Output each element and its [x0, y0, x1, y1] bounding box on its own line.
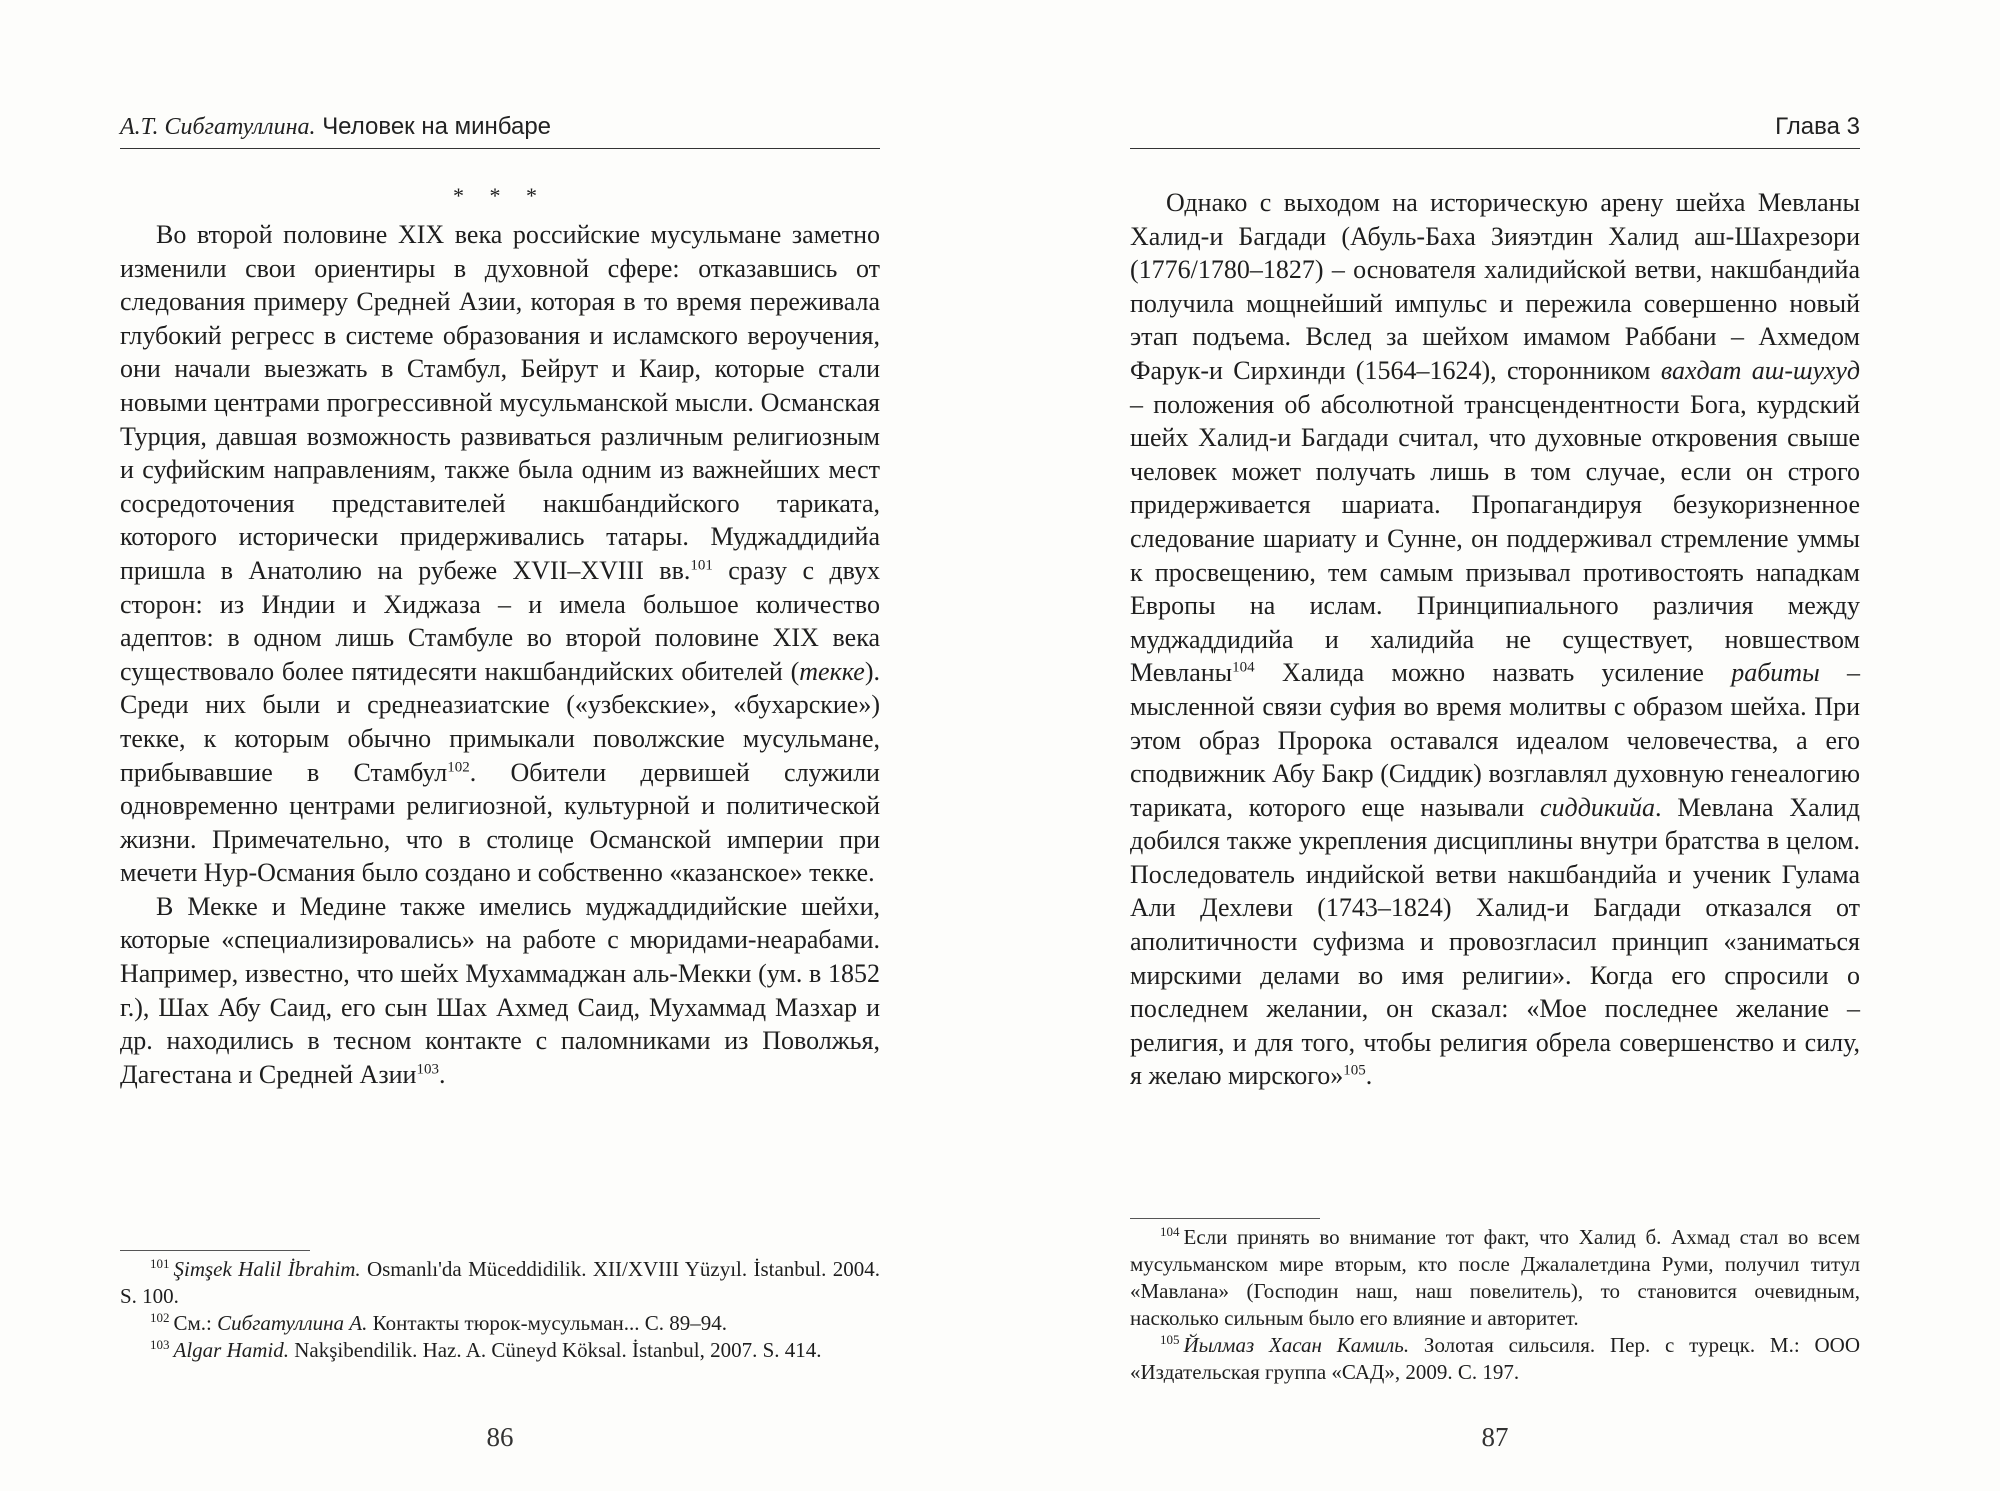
running-head-left — [120, 112, 880, 149]
right-body-text — [1130, 186, 1860, 1093]
footnote-ref[interactable]: 102 — [447, 758, 470, 775]
left-page — [120, 0, 880, 1491]
section-separator: * * * — [453, 183, 547, 208]
footnote-divider — [120, 1250, 310, 1251]
footnote-divider — [1130, 1218, 1320, 1219]
header-title: Человек на минбаре — [322, 113, 552, 140]
footnote-ref[interactable]: 101 — [690, 557, 713, 574]
footnote: $^{103}$ Algar Hamid. Nakşibendilik. Haz. A. Cüneyd Köksal. İstanbul, 2007. S. 414. — [150, 1337, 822, 1362]
footnote: $^{105}$ Йылмаз Хасан Камиль. Золотая сильсиля. Пер. с турецк. М.: ООО «Издательская группа «САД», 2009. С. 197. — [1130, 1332, 1860, 1384]
running-head-right — [1130, 112, 1860, 149]
footnote: $^{102}$ См.: Сибгатуллина А. Контакты тюрок-мусульман... С. 89–94. — [150, 1310, 728, 1335]
chapter-title: Глава 3 — [1775, 113, 1860, 140]
right-page — [1130, 0, 1860, 1491]
header-author: А.Т. Сибгатуллина. — [120, 114, 316, 140]
paragraph: В Мекке и Медине также имелись муджаддидийские шейхи, которые «специализировались» на работе с мюридами-неарабами. Например, известно, что шейх Мухаммаджан аль-Мекки (ум. в 1852 г.), Шах Абу Саид, его сын Шах Ахмед Саид, Мухаммад Мазхар и др. находились в тесном контакте с паломниками из Поволжья, Дагестана и Средней Азии$^{103}$. — [120, 891, 880, 1089]
paragraph: Во второй половине XIX века российские мусульмане заметно изменили свои ориентиры в духовной сфере: отказавшись от следования примеру Средней Азии, которая в то время переживала глубокий регресс в системе образования и исламского вероучения, они начали выезжать в Стамбул, Бейрут и Каир, которые стали новыми центрами прогрессивной мусульманской мысли. Османская Турция, давшая возможность развиваться различным религиозным и суфийским направлениям, также была одним из важнейших мест сосредоточения представителей накшбандийского тариката, которого исторически придерживались татары. Муджаддидийа пришла в Анатолию на рубеже XVII–XVIII вв.$^{101}$ сразу с двух сторон: из Индии и Хиджаза – и имела большое количество адептов: в одном лишь Стамбуле во второй половине XIX века существовало более пятидесяти накшбандийских обителей (текке). Среди них были и среднеазиатские («узбекские», «бухарские») текке, к которым обычно примыкали поволжские мусульмане, прибывавшие в Стамбул$^{102}$. Обители дервишей служили одновременно центрами религиозной, культурной и политической жизни. Примечательно, что в столице Османской империи при мечети Нур-Османия было создано и собственно «казанское» текке. — [120, 220, 880, 888]
left-body-text — [120, 218, 880, 1091]
footnote: $^{104}$ Если принять во внимание тот факт, что Халид б. Ахмад стал во всем мусульманском мире вторым, кто после Джалалетдина Руми, получил титул «Мавлана» (Господин наш, наш повелитель), то становится очевидным, насколько сильным было его влияние и авторитет. — [1130, 1224, 1860, 1330]
left-footnotes — [120, 1256, 880, 1364]
page-number-right: 87 — [1481, 1422, 1509, 1452]
footnote-ref[interactable]: 105 — [1343, 1062, 1366, 1079]
right-footnotes — [1130, 1224, 1860, 1386]
paragraph: Однако с выходом на историческую арену шейха Мевланы Халид-и Багдади (Абуль-Баха Зияэтдин Халид аш-Шахрезори (1776/1780–1827) – основателя халидийской ветви, накшбандийа получила мощнейший импульс и пережила совершенно новый этап подъема. Вслед за шейхом имамом Раббани – Ахмедом Фарук-и Сирхинди (1564–1624), сторонником вахдат аш-шухуд – положения об абсолютной трансцендентности Бога, курдский шейх Халид-и Багдади считал, что духовные откровения свыше человек может получать лишь в том случае, если он строго придерживается шариата. Пропагандируя безукоризненное следование шариату и Сунне, он поддерживал стремление уммы к просвещению, тем самым призывал противостоять нападкам Европы на ислам. Принципиального различия между муджаддидийа и халидийа не существует, новшеством Мевланы$^{104}$ Халида можно назвать усиление рабиты – мысленной связи суфия во время молитвы с образом шейха. При этом образ Пророка оставался идеалом человечества, а его сподвижник Абу Бакр (Сиддик) возглавлял духовную генеалогию тариката, которого еще называли сиддикийа. Мевлана Халид добился также укрепления дисциплины внутри братства в целом. Последователь индийской ветви накшбандийа и ученик Гулама Али Дехлеви (1743–1824) Халид-и Багдади отказался от аполитичности суфизма и провозгласил принцип «заниматься мирскими делами во имя религии». Когда его спросили о последнем желании, он сказал: «Мое последнее желание – религия, и для того, чтобы религия обрела совершенство и силу, я желаю мирского»$^{105}$. — [1130, 188, 1861, 1091]
footnote-ref[interactable]: 104 — [1232, 659, 1255, 676]
page-number-left: 86 — [486, 1422, 514, 1452]
footnote: $^{101}$ Şimşek Halil İbrahim. Osmanlı'da Müceddidilik. XII/XVIII Yüzyıl. İstanbul. 2004. S. 100. — [120, 1256, 880, 1308]
footnote-ref[interactable]: 103 — [416, 1061, 439, 1078]
